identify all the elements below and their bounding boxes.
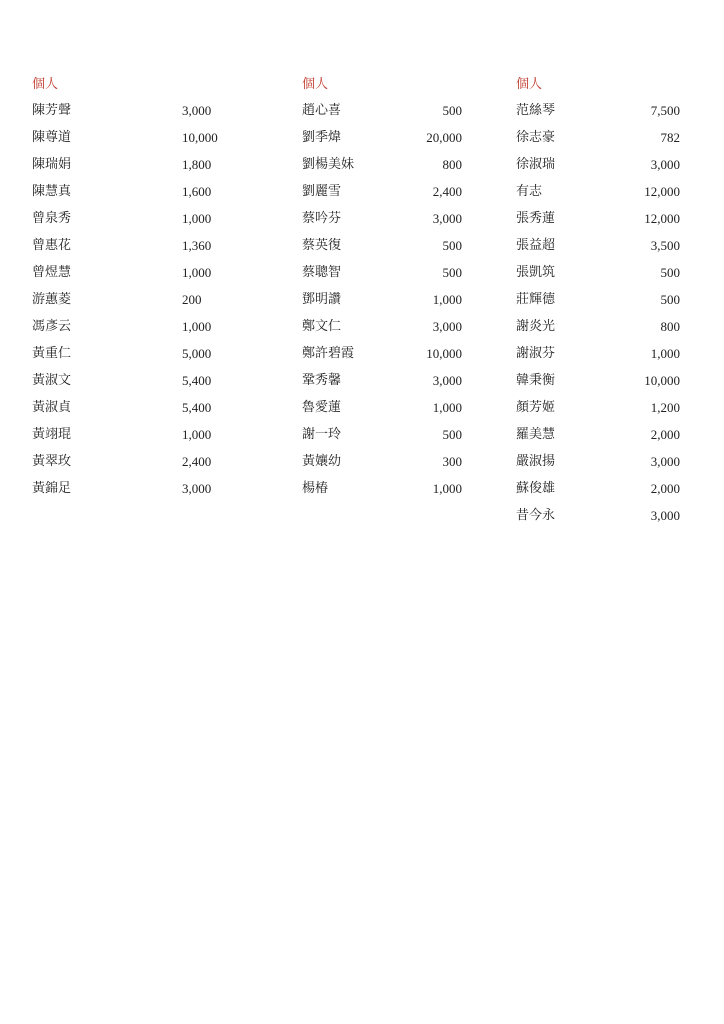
donation-amount: 5,400 (182, 400, 212, 415)
donor-name: 游蕙菱 (32, 292, 72, 307)
donor-row (516, 317, 688, 344)
donor-name: 謝淑芬 (516, 346, 556, 361)
donor-name: 曾泉秀 (32, 211, 72, 226)
donor-row (32, 479, 222, 506)
donation-amount: 500 (442, 265, 462, 280)
donor-name: 鞏秀馨 (302, 373, 342, 388)
donor-row (32, 290, 222, 317)
donor-name: 陳慧真 (32, 184, 72, 199)
donation-amount: 12,000 (644, 211, 680, 226)
donor-name: 魯愛蓮 (302, 400, 342, 415)
donor-row (302, 452, 472, 479)
donor-name: 黃翠玫 (32, 454, 72, 469)
donor-name: 蘇俊雄 (516, 481, 556, 496)
donor-row (302, 371, 472, 398)
donor-row (302, 263, 472, 290)
donation-amount: 800 (660, 319, 680, 334)
donor-name: 陳芳聲 (32, 103, 72, 118)
donor-name: 蔡吟芬 (302, 211, 342, 226)
donor-row (516, 236, 688, 263)
donor-name: 陳瑞娟 (32, 157, 72, 172)
donor-row (516, 209, 688, 236)
donation-amount: 1,200 (650, 400, 680, 415)
donor-name: 黃翊琨 (32, 427, 72, 442)
donation-amount: 2,400 (432, 184, 462, 199)
column-header: 個人 (302, 77, 329, 92)
donation-amount: 5,000 (182, 346, 212, 361)
donor-row (302, 344, 472, 371)
donor-row (302, 209, 472, 236)
donor-row (32, 263, 222, 290)
donor-name: 張凱筑 (516, 265, 556, 280)
donation-amount: 2,400 (182, 454, 212, 469)
donation-amount: 2,000 (650, 481, 680, 496)
donor-name: 有志 (516, 184, 543, 199)
donation-amount: 3,000 (432, 319, 462, 334)
donor-row (516, 479, 688, 506)
donor-name: 黃錦足 (32, 481, 72, 496)
donor-name: 鄭許碧霞 (302, 346, 355, 361)
donor-name: 黃重仁 (32, 346, 72, 361)
donor-name: 趙心喜 (302, 103, 342, 118)
donor-name: 蔡聰智 (302, 265, 342, 280)
donation-amount: 782 (660, 130, 680, 145)
donor-column-1 (32, 74, 222, 506)
donor-name: 徐志豪 (516, 130, 556, 145)
donor-name: 鄧明讚 (302, 292, 342, 307)
donor-name: 曾煜慧 (32, 265, 72, 280)
donor-name: 范絲琴 (516, 103, 556, 118)
donation-amount: 1,000 (432, 400, 462, 415)
donor-column-3 (516, 74, 688, 533)
donor-column-2 (302, 74, 472, 506)
donation-amount: 3,000 (650, 454, 680, 469)
donation-amount: 3,000 (650, 508, 680, 523)
donation-amount: 3,000 (432, 211, 462, 226)
donor-row (32, 155, 222, 182)
donor-row (516, 344, 688, 371)
donor-row (32, 452, 222, 479)
donation-amount: 5,400 (182, 373, 212, 388)
column-header: 個人 (32, 77, 59, 92)
donor-name: 謝炎光 (516, 319, 556, 334)
donor-name: 徐淑瑞 (516, 157, 556, 172)
donation-amount: 500 (660, 265, 680, 280)
donor-row (302, 398, 472, 425)
donor-name: 羅美慧 (516, 427, 556, 442)
donation-amount: 2,000 (650, 427, 680, 442)
donation-amount: 10,000 (182, 130, 218, 145)
donor-name: 昔今永 (516, 508, 556, 523)
donation-amount: 500 (442, 238, 462, 253)
donor-row (32, 317, 222, 344)
donor-name: 嚴淑揚 (516, 454, 556, 469)
donor-name: 張秀蓮 (516, 211, 556, 226)
donation-amount: 3,000 (432, 373, 462, 388)
donor-row (516, 263, 688, 290)
donor-name: 劉季煒 (302, 130, 342, 145)
donation-amount: 1,000 (182, 211, 212, 226)
donor-row (302, 128, 472, 155)
donor-row (302, 182, 472, 209)
donation-amount: 1,800 (182, 157, 212, 172)
donation-amount: 1,000 (182, 265, 212, 280)
donor-name: 劉麗雪 (302, 184, 342, 199)
donor-name: 曾惠花 (32, 238, 72, 253)
column-header: 個人 (516, 77, 543, 92)
donation-amount: 500 (442, 103, 462, 118)
donor-list (516, 101, 688, 533)
donor-row (32, 236, 222, 263)
donor-name: 楊椿 (302, 481, 329, 496)
donor-row (32, 371, 222, 398)
donation-amount: 3,500 (650, 238, 680, 253)
donation-amount: 1,000 (432, 292, 462, 307)
donor-row (302, 425, 472, 452)
donor-row (302, 317, 472, 344)
donor-row (516, 182, 688, 209)
donor-name: 韓秉衡 (516, 373, 556, 388)
donor-name: 黃淑文 (32, 373, 72, 388)
donor-name: 陳尊道 (32, 130, 72, 145)
donor-name: 鄭文仁 (302, 319, 342, 334)
donation-amount: 1,360 (182, 238, 212, 253)
donor-row (516, 452, 688, 479)
donor-row (32, 398, 222, 425)
donor-list (302, 101, 472, 506)
donor-row (516, 101, 688, 128)
donation-amount: 800 (442, 157, 462, 172)
donation-amount: 3,000 (182, 481, 212, 496)
donor-row (302, 290, 472, 317)
donor-row (302, 101, 472, 128)
donation-amount: 20,000 (426, 130, 462, 145)
donation-amount: 1,000 (432, 481, 462, 496)
donor-row (516, 506, 688, 533)
donor-row (302, 236, 472, 263)
donation-amount: 12,000 (644, 184, 680, 199)
donor-name: 馮彥云 (32, 319, 72, 334)
donor-row (516, 425, 688, 452)
donor-name: 莊輝德 (516, 292, 556, 307)
donation-amount: 300 (442, 454, 462, 469)
donor-row (32, 344, 222, 371)
donation-amount: 1,000 (182, 427, 212, 442)
donation-amount: 3,000 (650, 157, 680, 172)
donation-amount: 500 (660, 292, 680, 307)
donation-amount: 200 (182, 292, 202, 307)
donor-row (32, 425, 222, 452)
donation-amount: 7,500 (650, 103, 680, 118)
donor-name: 張益超 (516, 238, 556, 253)
donation-amount: 1,000 (650, 346, 680, 361)
donation-amount: 1,600 (182, 184, 212, 199)
donation-amount: 1,000 (182, 319, 212, 334)
donor-row (516, 398, 688, 425)
donor-name: 劉楊美妹 (302, 157, 355, 172)
donation-amount: 500 (442, 427, 462, 442)
donor-name: 蔡英復 (302, 238, 342, 253)
donor-row (32, 209, 222, 236)
donor-list (32, 101, 222, 506)
donor-row (32, 182, 222, 209)
donor-row (516, 290, 688, 317)
donor-row (516, 371, 688, 398)
donation-amount: 3,000 (182, 103, 212, 118)
donation-amount: 10,000 (426, 346, 462, 361)
donor-name: 黃孃幼 (302, 454, 342, 469)
donor-row (516, 128, 688, 155)
donation-amount: 10,000 (644, 373, 680, 388)
donor-row (516, 155, 688, 182)
donor-row (302, 155, 472, 182)
donor-name: 黃淑貞 (32, 400, 72, 415)
donor-row (32, 101, 222, 128)
donor-row (32, 128, 222, 155)
donor-name: 顏芳姬 (516, 400, 556, 415)
donor-row (302, 479, 472, 506)
donor-name: 謝一玲 (302, 427, 342, 442)
